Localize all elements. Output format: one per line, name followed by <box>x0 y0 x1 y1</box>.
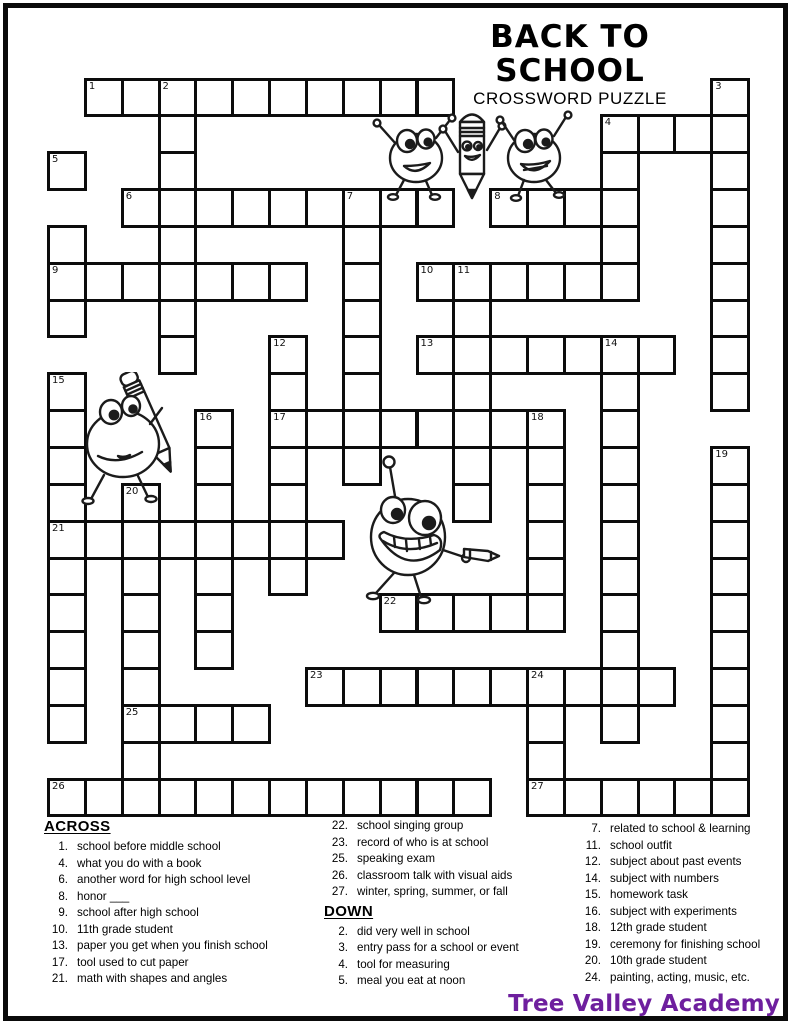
grid-cell[interactable] <box>710 741 750 781</box>
clue-text: tool used to cut paper <box>77 955 189 969</box>
running-student-illustration <box>352 444 504 610</box>
clue-item <box>322 940 575 957</box>
grid-cell-12[interactable] <box>268 335 308 375</box>
brand-logo-text: Tree Valley Academy <box>508 991 780 1017</box>
cell-number: 25 <box>125 706 139 718</box>
grid-cell[interactable] <box>305 778 345 818</box>
grid-cell[interactable] <box>452 667 492 707</box>
grid-cell[interactable] <box>158 299 198 339</box>
clue-number: 9. <box>58 906 68 919</box>
clue-number: 3. <box>338 941 348 954</box>
grid-cell[interactable] <box>710 372 750 412</box>
clue-number: 14. <box>584 871 601 885</box>
grid-cell[interactable] <box>563 335 603 375</box>
grid-cell[interactable] <box>526 593 566 633</box>
cell-number: 22 <box>383 596 397 608</box>
grid-cell[interactable] <box>600 667 640 707</box>
clue-text: subject with numbers <box>610 871 719 885</box>
grid-cell[interactable] <box>194 188 234 228</box>
grid-cell[interactable] <box>268 262 308 302</box>
clue-item <box>575 887 786 904</box>
clue-number: 11. <box>585 838 601 852</box>
grid-cell[interactable] <box>600 225 640 265</box>
grid-cell[interactable] <box>158 778 198 818</box>
grid-cell-2[interactable] <box>158 78 198 118</box>
clue-number: 26. <box>331 868 348 882</box>
grid-cell[interactable] <box>47 299 87 339</box>
clue-item <box>322 868 575 885</box>
clue-text: paper you get when you finish school <box>77 939 268 952</box>
grid-cell[interactable] <box>194 704 234 744</box>
clue-item <box>42 856 322 873</box>
grid-cell-6[interactable] <box>121 188 161 228</box>
clue-text: winter, spring, summer, or fall <box>357 885 508 898</box>
cell-number: 26 <box>52 780 65 792</box>
grid-cell[interactable] <box>637 667 677 707</box>
clue-number: 13. <box>51 939 68 952</box>
clue-item <box>575 904 786 921</box>
grid-cell[interactable] <box>710 188 750 228</box>
grid-cell[interactable] <box>342 372 382 412</box>
cell-number: 3 <box>715 80 722 92</box>
grid-cell[interactable] <box>710 114 750 154</box>
grid-cell-3[interactable] <box>710 78 750 118</box>
clue-text: speaking exam <box>357 852 435 865</box>
cell-number: 4 <box>604 117 612 129</box>
grid-cell[interactable] <box>231 520 271 560</box>
grid-cell[interactable] <box>121 262 161 302</box>
grid-cell[interactable] <box>121 667 161 707</box>
clue-column-down <box>575 818 786 990</box>
grid-cell[interactable] <box>305 409 345 449</box>
across-heading: ACROSS <box>44 818 111 835</box>
grid-cell[interactable] <box>121 78 161 118</box>
grid-cell[interactable] <box>342 225 382 265</box>
clue-number: 18. <box>584 921 601 934</box>
grid-cell[interactable] <box>194 557 234 597</box>
cell-number: 5 <box>52 154 59 166</box>
grid-cell[interactable] <box>268 557 308 597</box>
grid-cell-26[interactable] <box>47 778 87 818</box>
grid-cell[interactable] <box>194 446 234 486</box>
clue-text: 10th grade student <box>610 954 707 967</box>
grid-cell[interactable] <box>710 151 750 191</box>
clue-text: another word for high school level <box>77 873 251 886</box>
grid-cell[interactable] <box>673 778 713 818</box>
clue-item <box>322 818 575 835</box>
grid-cell[interactable] <box>416 778 456 818</box>
clue-text: subject with experiments <box>610 904 737 918</box>
grid-cell[interactable] <box>194 483 234 523</box>
grid-cell[interactable] <box>342 262 382 302</box>
clue-text: school after high school <box>77 906 199 919</box>
cell-number: 15 <box>52 375 65 387</box>
grid-cell[interactable] <box>268 188 308 228</box>
grid-cell[interactable] <box>268 446 308 486</box>
clue-text: school before middle school <box>77 840 221 853</box>
cell-number: 9 <box>52 264 59 276</box>
grid-cell[interactable] <box>600 520 640 560</box>
clue-text: classroom talk with visual aids <box>357 868 513 882</box>
cell-number: 7 <box>346 191 354 203</box>
clue-number: 4. <box>338 957 348 971</box>
grid-cell[interactable] <box>637 335 677 375</box>
grid-cell[interactable] <box>489 262 529 302</box>
cell-number: 18 <box>531 412 544 424</box>
grid-cell[interactable] <box>710 225 750 265</box>
clue-item <box>575 854 786 871</box>
clue-text: school singing group <box>357 819 464 832</box>
clue-item <box>322 973 575 990</box>
clue-number: 4. <box>58 856 68 870</box>
grid-cell[interactable] <box>47 225 87 265</box>
clue-number: 19. <box>584 937 601 951</box>
clue-number: 16. <box>584 904 601 918</box>
grid-cell[interactable] <box>231 188 271 228</box>
page-title: BACK TO SCHOOL <box>490 19 650 89</box>
clue-item <box>575 838 786 855</box>
cell-number: 14 <box>604 338 618 350</box>
clue-item <box>322 835 575 852</box>
cell-number: 13 <box>420 338 434 350</box>
clue-item <box>322 924 575 941</box>
grid-cell[interactable] <box>194 78 234 118</box>
grid-cell[interactable] <box>526 335 566 375</box>
grid-cell-13[interactable] <box>416 335 456 375</box>
clue-text: homework task <box>610 888 688 901</box>
grid-cell[interactable] <box>600 630 640 670</box>
grid-cell[interactable] <box>121 593 161 633</box>
grid-cell[interactable] <box>194 778 234 818</box>
clue-number: 7. <box>591 822 601 835</box>
grid-cell[interactable] <box>710 335 750 375</box>
grid-cell-27[interactable] <box>526 778 566 818</box>
clue-item <box>575 970 786 987</box>
grid-cell[interactable] <box>563 667 603 707</box>
clue-column-middle <box>322 818 575 990</box>
clue-text: subject about past events <box>610 855 742 868</box>
grid-cell[interactable] <box>637 778 677 818</box>
clue-item <box>322 884 575 901</box>
grid-cell[interactable] <box>489 335 529 375</box>
clue-text: school outfit <box>610 838 672 852</box>
clue-item <box>575 821 786 838</box>
grid-cell[interactable] <box>710 262 750 302</box>
jumping-student-right-icon <box>497 112 572 201</box>
cell-number: 16 <box>199 412 213 424</box>
grid-cell[interactable] <box>710 704 750 744</box>
clue-item <box>42 889 322 906</box>
grid-cell[interactable] <box>600 446 640 486</box>
cheering-students-illustration <box>366 100 588 202</box>
grid-cell[interactable] <box>379 667 419 707</box>
grid-cell-1[interactable] <box>84 78 124 118</box>
clue-item <box>42 872 322 889</box>
clue-item <box>575 937 786 954</box>
grid-cell[interactable] <box>526 446 566 486</box>
clue-number: 17. <box>51 955 68 969</box>
clue-number: 5. <box>338 974 348 987</box>
grid-cell[interactable] <box>600 778 640 818</box>
grid-cell[interactable] <box>158 225 198 265</box>
clue-item <box>42 922 322 939</box>
page-subtitle: CROSSWORD PUZZLE <box>473 89 667 108</box>
grid-cell[interactable] <box>158 704 198 744</box>
grid-cell-5[interactable] <box>47 151 87 191</box>
cell-number: 1 <box>88 80 96 92</box>
grid-cell[interactable] <box>600 188 640 228</box>
grid-cell[interactable] <box>268 778 308 818</box>
grid-cell[interactable] <box>379 778 419 818</box>
clue-item <box>42 938 322 955</box>
grid-cell[interactable] <box>194 262 234 302</box>
grid-cell[interactable] <box>600 483 640 523</box>
grid-cell[interactable] <box>342 409 382 449</box>
grid-cell[interactable] <box>600 593 640 633</box>
clue-text: did very well in school <box>357 924 470 938</box>
clue-number: 25. <box>331 852 348 865</box>
grid-cell[interactable] <box>526 262 566 302</box>
grid-cell[interactable] <box>600 704 640 744</box>
grid-cell[interactable] <box>158 151 198 191</box>
grid-cell[interactable] <box>600 409 640 449</box>
grid-cell[interactable] <box>710 593 750 633</box>
grid-cell[interactable] <box>416 667 456 707</box>
cell-number: 10 <box>420 264 434 276</box>
grid-cell-25[interactable] <box>121 704 161 744</box>
grid-cell[interactable] <box>342 667 382 707</box>
clue-number: 27. <box>331 885 348 898</box>
grid-cell-9[interactable] <box>47 262 87 302</box>
grid-cell[interactable] <box>342 299 382 339</box>
grid-cell[interactable] <box>342 335 382 375</box>
grid-cell[interactable] <box>452 372 492 412</box>
clue-text: ceremony for finishing school <box>610 937 761 951</box>
grid-cell[interactable] <box>710 667 750 707</box>
grid-cell[interactable] <box>526 520 566 560</box>
clue-text: entry pass for a school or event <box>357 941 519 954</box>
grid-cell[interactable] <box>452 409 492 449</box>
clue-number: 24. <box>584 970 601 984</box>
grid-cell[interactable] <box>231 78 271 118</box>
cell-number: 2 <box>162 80 169 92</box>
grid-cell[interactable] <box>47 704 87 744</box>
grid-cell[interactable] <box>452 778 492 818</box>
grid-cell[interactable] <box>194 593 234 633</box>
clue-item <box>322 851 575 868</box>
grid-cell-11[interactable] <box>452 262 492 302</box>
cell-number: 6 <box>125 191 133 203</box>
grid-cell[interactable] <box>231 704 271 744</box>
clue-number: 23. <box>331 835 348 849</box>
cell-number: 12 <box>273 338 286 350</box>
cell-number: 27 <box>531 780 544 792</box>
grid-cell[interactable] <box>489 667 529 707</box>
grid-cell[interactable] <box>121 741 161 781</box>
grid-cell[interactable] <box>121 557 161 597</box>
pencil-character-icon <box>440 115 506 199</box>
grid-cell[interactable] <box>268 78 308 118</box>
cell-number: 24 <box>531 670 544 682</box>
grid-cell[interactable] <box>673 114 713 154</box>
grid-cell-16[interactable] <box>194 409 234 449</box>
clue-number: 20. <box>584 954 601 967</box>
grid-cell-4[interactable] <box>600 114 640 154</box>
clue-number: 22. <box>331 819 348 832</box>
grid-cell[interactable] <box>47 630 87 670</box>
grid-cell[interactable] <box>526 483 566 523</box>
clue-number: 8. <box>58 889 68 903</box>
grid-cell-24[interactable] <box>526 667 566 707</box>
grid-cell[interactable] <box>342 778 382 818</box>
grid-cell[interactable] <box>47 557 87 597</box>
clue-number: 1. <box>58 840 68 853</box>
grid-cell-23[interactable] <box>305 667 345 707</box>
grid-cell[interactable] <box>305 520 345 560</box>
grid-cell[interactable] <box>600 151 640 191</box>
clue-number: 21. <box>51 972 68 985</box>
clue-column-across <box>42 818 322 990</box>
clue-item <box>42 955 322 972</box>
cell-number: 20 <box>125 485 139 497</box>
writing-student-illustration <box>78 372 200 530</box>
grid-cell[interactable] <box>710 520 750 560</box>
cell-number: 17 <box>273 412 286 424</box>
clue-item <box>42 905 322 922</box>
clue-number: 12. <box>584 855 601 868</box>
grid-cell-18[interactable] <box>526 409 566 449</box>
clue-text: math with shapes and angles <box>77 972 228 985</box>
grid-cell[interactable] <box>710 557 750 597</box>
grid-cell[interactable] <box>121 778 161 818</box>
grid-cell[interactable] <box>305 188 345 228</box>
clue-text: what you do with a book <box>77 856 202 870</box>
cell-number: 8 <box>494 191 501 203</box>
grid-cell-19[interactable] <box>710 446 750 486</box>
writer-body <box>87 411 159 477</box>
grid-cell[interactable] <box>710 483 750 523</box>
clue-item <box>42 839 322 856</box>
grid-cell[interactable] <box>158 114 198 154</box>
clue-text: tool for measuring <box>357 957 450 971</box>
grid-cell[interactable] <box>600 557 640 597</box>
clue-item <box>575 953 786 970</box>
grid-cell[interactable] <box>489 409 529 449</box>
clue-section <box>42 818 786 990</box>
grid-cell[interactable] <box>710 299 750 339</box>
clue-text: related to school & learning <box>610 822 751 835</box>
cell-number: 21 <box>52 522 65 534</box>
grid-cell[interactable] <box>231 262 271 302</box>
grid-cell[interactable] <box>452 335 492 375</box>
grid-cell[interactable] <box>416 409 456 449</box>
grid-cell[interactable] <box>158 335 198 375</box>
grid-cell[interactable] <box>563 778 603 818</box>
grid-cell[interactable] <box>84 262 124 302</box>
grid-cell[interactable] <box>268 520 308 560</box>
grid-cell[interactable] <box>526 704 566 744</box>
grid-cell[interactable] <box>710 630 750 670</box>
grid-cell[interactable] <box>121 630 161 670</box>
grid-cell[interactable] <box>158 188 198 228</box>
clue-text: honor ___ <box>77 889 130 903</box>
grid-cell-17[interactable] <box>268 409 308 449</box>
grid-cell[interactable] <box>47 667 87 707</box>
cell-number: 11 <box>457 264 471 276</box>
grid-cell[interactable] <box>526 557 566 597</box>
grid-cell[interactable] <box>194 630 234 670</box>
down-heading: DOWN <box>324 902 374 920</box>
grid-cell[interactable] <box>379 409 419 449</box>
grid-cell[interactable] <box>158 262 198 302</box>
grid-cell[interactable] <box>563 262 603 302</box>
clue-item <box>575 920 786 937</box>
cell-number: 19 <box>715 449 729 460</box>
grid-cell[interactable] <box>710 778 750 818</box>
clue-text: 12th grade student <box>610 921 707 934</box>
clue-number: 2. <box>338 924 348 938</box>
grid-cell[interactable] <box>84 778 124 818</box>
grid-cell[interactable] <box>47 593 87 633</box>
grid-cell[interactable] <box>526 741 566 781</box>
clue-number: 15. <box>584 888 601 901</box>
grid-cell[interactable] <box>452 299 492 339</box>
clue-number: 10. <box>51 922 68 936</box>
clue-text: painting, acting, music, etc. <box>610 970 750 984</box>
cell-number: 23 <box>309 670 323 682</box>
grid-cell[interactable] <box>637 114 677 154</box>
grid-cell[interactable] <box>231 778 271 818</box>
grid-cell[interactable] <box>194 520 234 560</box>
clue-item <box>322 957 575 974</box>
grid-cell[interactable] <box>305 78 345 118</box>
clue-item <box>42 971 322 988</box>
clue-text: record of who is at school <box>357 835 489 849</box>
clue-number: 6. <box>58 873 68 886</box>
grid-cell[interactable] <box>268 372 308 412</box>
grid-cell-14[interactable] <box>600 335 640 375</box>
grid-cell[interactable] <box>600 262 640 302</box>
grid-cell[interactable] <box>600 372 640 412</box>
grid-cell-10[interactable] <box>416 262 456 302</box>
clue-text: meal you eat at noon <box>357 974 466 987</box>
clue-item <box>575 871 786 888</box>
clue-text: 11th grade student <box>77 922 173 936</box>
grid-cell[interactable] <box>268 483 308 523</box>
